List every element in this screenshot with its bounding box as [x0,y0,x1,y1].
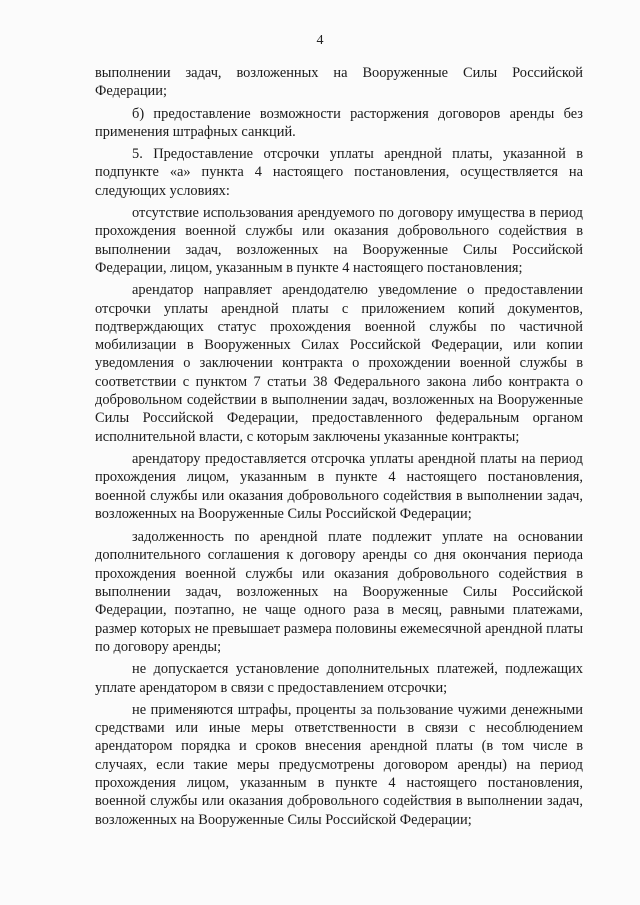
paragraph-condition-no-use: отсутствие использования арендуемого по договору имущества в период прохождения военной службы или оказания добровольного содействия в выполнении задач, возложенных на Вооруженные Силы Российской Федерации, лицом, указанным в пункте 4 настоящего постановления; [95,205,583,276]
paragraph-condition-notice: арендатор направляет арендодателю уведомление о предоставлении отсрочки уплаты арендной платы с приложением копий документов, подтверждающих статус прохождения военной службы по частичной мобилизации в Вооруженных Силах Российской Федерации, или копии уведомления о заключении контракта о прохождении военной службы в соответствии с пунктом 7 статьи 38 Федерального закона либо контракта о добровольном содействии в выполнении задач, возложенных на Вооруженные Силы Российской Федерации, предоставленного федеральным органом исполнительной власти, с которым заключены указанные контракты; [95,282,583,445]
document-body [95,64,583,829]
page-number: 4 [316,33,324,48]
paragraph-condition-deferral: арендатору предоставляется отсрочка уплаты арендной платы на период прохождения лицом, указанным в пункте 4 настоящего постановления, военной службы или оказания добровольного содействия в выполнении задач, возложенных на Вооруженные Силы Российской Федерации; [95,450,583,522]
paragraph-subitem-b: б) предоставление возможности расторжения договоров аренды без применения штрафных санкций. [95,105,583,140]
paragraph-condition-no-penalties: не применяются штрафы, проценты за пользование чужими денежными средствами или иные меры ответственности в связи с несоблюдением арендатором порядка и сроков внесения арендной платы (в том числе в случаях, если такие меры предусмотрены договором аренды) на период прохождения лицом, указанным в пункте 4 настоящего постановления, военной службы или оказания добровольного содействия в выполнении задач, возложенных на Вооруженные Силы Российской Федерации; [95,701,583,828]
paragraph-continuation: выполнении задач, возложенных на Вооруженные Силы Российской Федерации; [95,65,583,100]
paragraph-item-5: 5. Предоставление отсрочки уплаты арендной платы, указанной в подпункте «а» пункта 4 настоящего постановления, осуществляется на следующих условиях: [95,146,583,199]
paragraph-condition-no-extra-payments: не допускается установление дополнительных платежей, подлежащих уплате арендатором в связи с предоставлением отсрочки; [95,661,583,696]
paragraph-condition-debt: задолженность по арендной плате подлежит уплате на основании дополнительного соглашения к договору аренды со дня окончания периода прохождения военной службы или оказания добровольного содействия в выполнении задач, возложенных на Вооруженные Силы Российской Федерации, поэтапно, не чаще одного раза в месяц, равными платежами, размер которых не превышает размера половины ежемесячной арендной платы по договору аренды; [95,529,583,655]
